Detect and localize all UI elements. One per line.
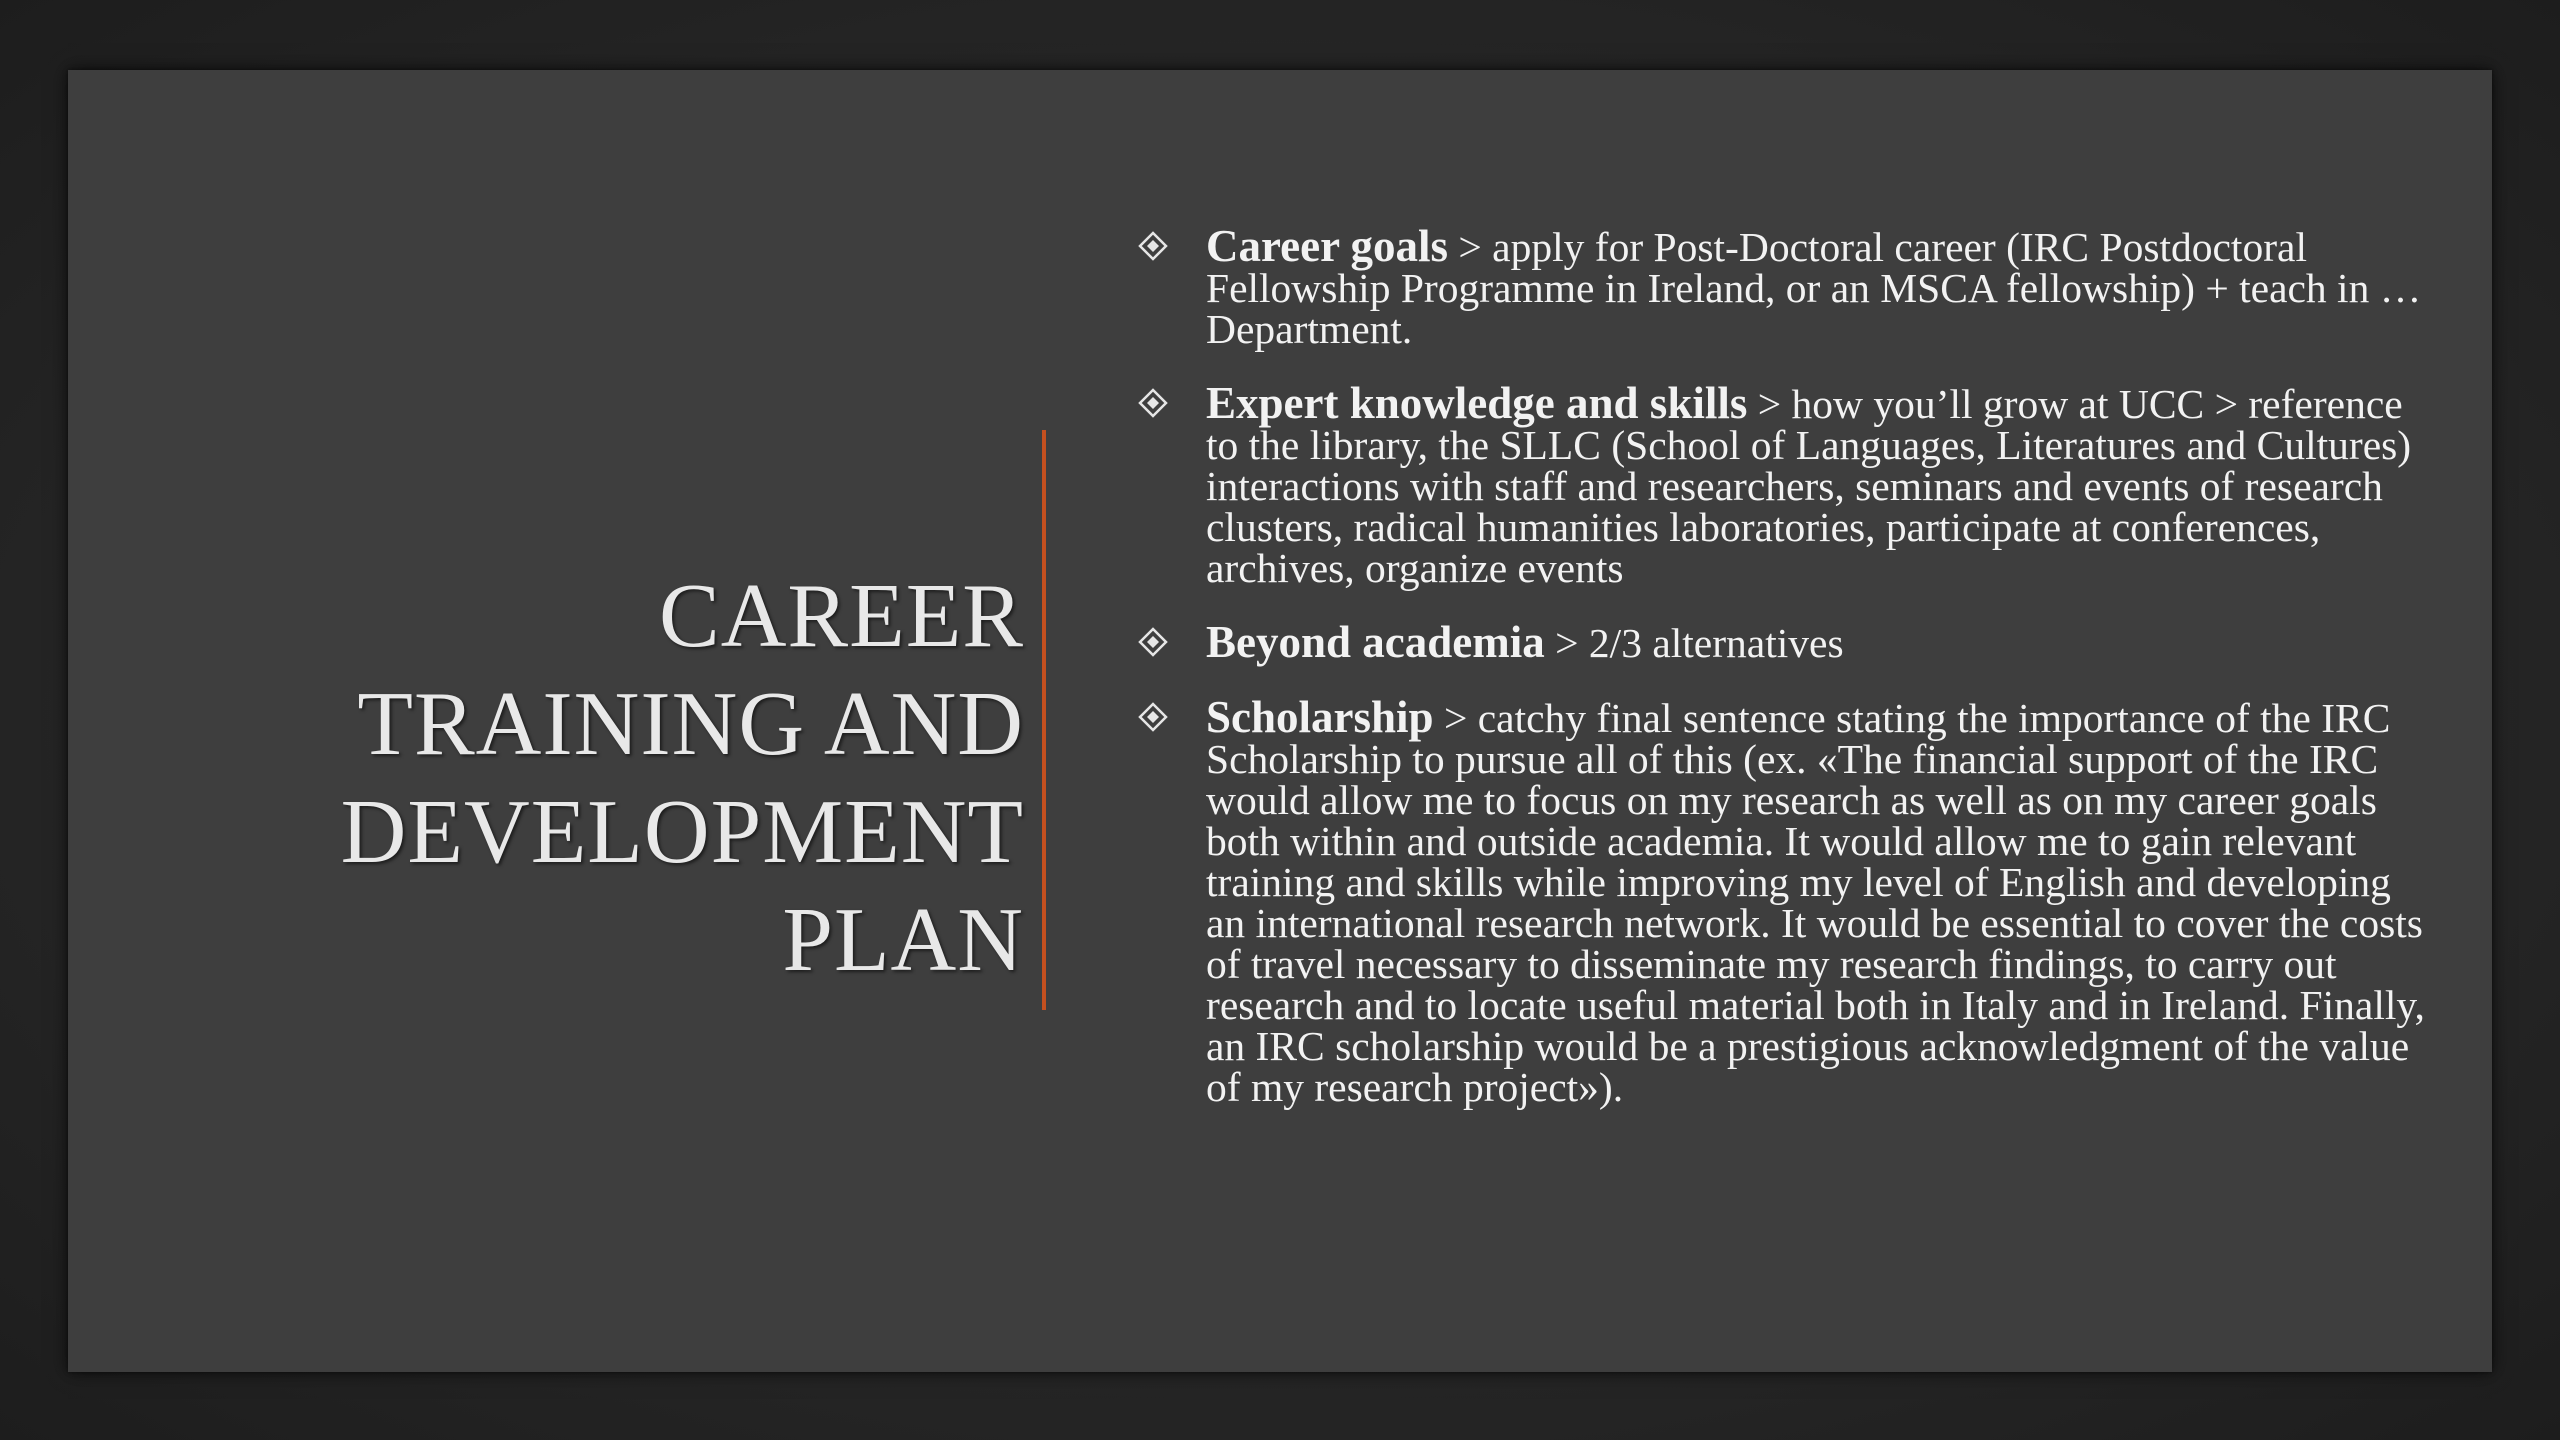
diamond-bullet-icon xyxy=(1136,229,1170,263)
accent-divider xyxy=(1042,430,1046,1010)
title-line: TRAINING AND xyxy=(357,673,1024,774)
diamond-bullet-icon xyxy=(1136,386,1170,420)
bullet-list xyxy=(1136,221,2436,1141)
item-text: > how you’ll grow at UCC > reference to the library, the SLLC (School of Languages, Literatures and Cultures) interactions with staff and researchers, seminars and events of research clusters, radical humanities laboratories, participate at conferences, archives, organize events xyxy=(1206,381,2412,591)
list-item xyxy=(1136,221,2436,352)
title-line: DEVELOPMENT xyxy=(340,781,1024,882)
item-heading: Beyond academia xyxy=(1206,617,1545,667)
diamond-bullet-icon xyxy=(1136,700,1170,734)
slide xyxy=(68,70,2492,1372)
item-heading: Career goals xyxy=(1206,221,1449,271)
list-item xyxy=(1136,692,2436,1110)
list-item xyxy=(1136,617,2436,667)
title-line: PLAN xyxy=(782,889,1024,990)
item-heading: Expert knowledge and skills xyxy=(1206,378,1748,428)
diamond-bullet-icon xyxy=(1136,625,1170,659)
item-text: > 2/3 alternatives xyxy=(1544,620,1844,666)
item-text: > apply for Post-Doctoral career (IRC Postdoctoral Fellowship Programme in Ireland, or an MSCA fellowship) + teach in … Department. xyxy=(1206,224,2422,352)
title-line: CAREER xyxy=(659,565,1024,666)
slide-title xyxy=(124,562,1024,994)
item-heading: Scholarship xyxy=(1206,692,1434,742)
item-text: > catchy final sentence stating the importance of the IRC Scholarship to pursue all of this (ex. «The financial support of the IRC would allow me to focus on my research as well as on my career goals both within and outside academia. It would allow me to gain relevant training and skills while improving my level of English and developing an international research network. It would be essential to cover the costs of travel necessary to disseminate my research findings, to carry out research and to locate useful material both in Italy and in Ireland. Finally, an IRC scholarship would be a prestigious acknowledgment of the value of my research project»). xyxy=(1206,695,2425,1110)
list-item xyxy=(1136,378,2436,591)
